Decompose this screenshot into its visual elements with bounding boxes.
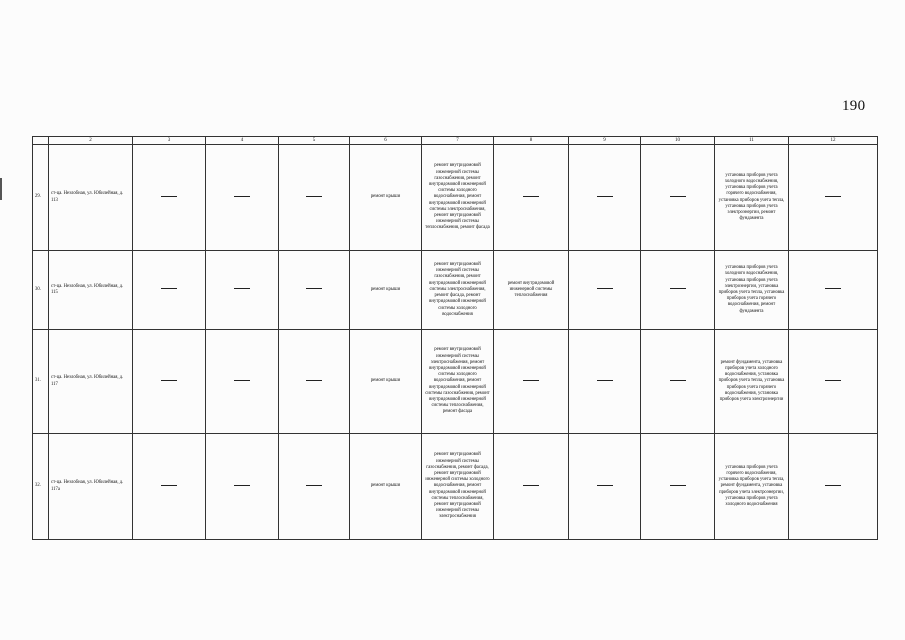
row-number: 29. <box>33 145 49 251</box>
dash-mark <box>670 380 686 381</box>
table-row <box>33 330 878 434</box>
page-number: 190 <box>842 98 866 114</box>
empty-cell <box>641 434 715 540</box>
empty-cell <box>279 145 350 251</box>
header-cell: 3 <box>133 137 206 145</box>
empty-cell <box>206 434 279 540</box>
empty-cell <box>569 251 641 330</box>
dash-mark <box>825 485 841 486</box>
dash-mark <box>825 380 841 381</box>
empty-cell <box>133 434 206 540</box>
empty-cell <box>206 251 279 330</box>
dash-mark <box>597 288 613 289</box>
work-cell: ремонт крыши <box>350 330 422 434</box>
header-row <box>33 137 878 145</box>
empty-cell <box>641 251 715 330</box>
empty-cell <box>494 145 569 251</box>
empty-cell <box>206 330 279 434</box>
dash-mark <box>234 485 250 486</box>
dash-mark <box>825 196 841 197</box>
header-cell: 10 <box>641 137 715 145</box>
empty-cell <box>494 330 569 434</box>
dash-mark <box>234 196 250 197</box>
dash-mark <box>670 288 686 289</box>
work-cell: ремонт крыши <box>350 434 422 540</box>
dash-mark <box>306 485 322 486</box>
work-cell: установка приборов учета горячего водоснабжения, установка приборов учета тепла, ремонт фундамента, установка приборов учета электроэнергии, установка приборов учета холодного водоснабжения <box>715 434 789 540</box>
dash-mark <box>597 196 613 197</box>
empty-cell <box>279 330 350 434</box>
empty-cell <box>279 434 350 540</box>
header-cell: 7 <box>422 137 494 145</box>
work-cell: ремонт крыши <box>350 251 422 330</box>
work-cell: ремонт внутридомовой инженерной системы теплоснабжения <box>494 251 569 330</box>
dash-mark <box>670 485 686 486</box>
header-cell: 8 <box>494 137 569 145</box>
header-cell: 9 <box>569 137 641 145</box>
dash-mark <box>597 485 613 486</box>
empty-cell <box>789 145 878 251</box>
row-number: 30. <box>33 251 49 330</box>
address-cell: ст-ца. Незлобная, ул. Юбилейная, д. 113 <box>49 145 133 251</box>
header-cell: 6 <box>350 137 422 145</box>
row-number: 32. <box>33 434 49 540</box>
empty-cell <box>133 330 206 434</box>
scan-edge-mark <box>0 178 2 200</box>
work-cell: ремонт внутридомовой инженерной системы газоснабжения, ремонт фасада, ремонт внутридомовой инженерной системы холодного водоснабжения, ремонт внутридомовой инженерной системы теплоснабжения, ремонт внутридомовой инженерной системы электроснабжения <box>422 434 494 540</box>
work-cell: установка приборов учета холодного водоснабжения, установка приборов учета горячего водоснабжения, установка приборов учета тепла, установка приборов учета электроэнергии, ремонт фундамента <box>715 145 789 251</box>
work-cell: ремонт внутридомовой инженерной системы электроснабжения, ремонт внутридомовой инженерной системы холодного водоснабжения, ремонт внутридомовой инженерной системы газоснабжения, ремонт внутридомовой инженерной системы теплоснабжения, ремонт фасада <box>422 330 494 434</box>
dash-mark <box>161 196 177 197</box>
header-cell: 11 <box>715 137 789 145</box>
table-row <box>33 145 878 251</box>
empty-cell <box>569 145 641 251</box>
address-cell: ст-ца. Незлобная, ул. Юбилейная, д. 117 <box>49 330 133 434</box>
dash-mark <box>670 196 686 197</box>
header-cell: 2 <box>49 137 133 145</box>
empty-cell <box>206 145 279 251</box>
dash-mark <box>523 196 539 197</box>
work-cell: ремонт внутридомовой инженерной системы газоснабжения, ремонт внутридомовой инженерной системы холодного водоснабжения, ремонт внутридомовой инженерной системы электроснабжения, ремонт внутридомовой инженерной системы теплоснабжения, ремонт фасада <box>422 145 494 251</box>
dash-mark <box>161 288 177 289</box>
repair-table <box>32 136 878 540</box>
work-cell: ремонт крыши <box>350 145 422 251</box>
dash-mark <box>306 380 322 381</box>
dash-mark <box>161 485 177 486</box>
empty-cell <box>789 330 878 434</box>
dash-mark <box>306 196 322 197</box>
empty-cell <box>133 251 206 330</box>
dash-mark <box>161 380 177 381</box>
row-number: 31. <box>33 330 49 434</box>
header-cell: 12 <box>789 137 878 145</box>
header-cell <box>33 137 49 145</box>
address-cell: ст-ца. Незлобная, ул. Юбилейная, д. 117а <box>49 434 133 540</box>
work-cell: ремонт внутридомовой инженерной системы газоснабжения, ремонт внутридомовой инженерной системы электроснабжения, ремонт фасада, ремонт внутридомовой инженерной системы холодного водоснабжения <box>422 251 494 330</box>
dash-mark <box>597 380 613 381</box>
header-cell: 4 <box>206 137 279 145</box>
empty-cell <box>569 330 641 434</box>
empty-cell <box>569 434 641 540</box>
dash-mark <box>306 288 322 289</box>
empty-cell <box>641 330 715 434</box>
empty-cell <box>789 251 878 330</box>
empty-cell <box>279 251 350 330</box>
table-row <box>33 251 878 330</box>
dash-mark <box>825 288 841 289</box>
empty-cell <box>641 145 715 251</box>
work-cell: ремонт фундамента, установка приборов учета холодного водоснабжения, установка приборов учета тепла, установка приборов учета горячего водоснабжения, установка приборов учета электроэнергии <box>715 330 789 434</box>
table-row <box>33 434 878 540</box>
header-cell: 5 <box>279 137 350 145</box>
empty-cell <box>133 145 206 251</box>
dash-mark <box>523 485 539 486</box>
empty-cell <box>789 434 878 540</box>
empty-cell <box>494 434 569 540</box>
dash-mark <box>234 380 250 381</box>
address-cell: ст-ца. Незлобная, ул. Юбилейная, д. 115 <box>49 251 133 330</box>
dash-mark <box>523 380 539 381</box>
work-cell: установка приборов учета холодного водоснабжения, установка приборов учета электроэнергии, установка приборов учета тепла, установка приборов учета горячего водоснабжения, ремонт фундамента <box>715 251 789 330</box>
dash-mark <box>234 288 250 289</box>
